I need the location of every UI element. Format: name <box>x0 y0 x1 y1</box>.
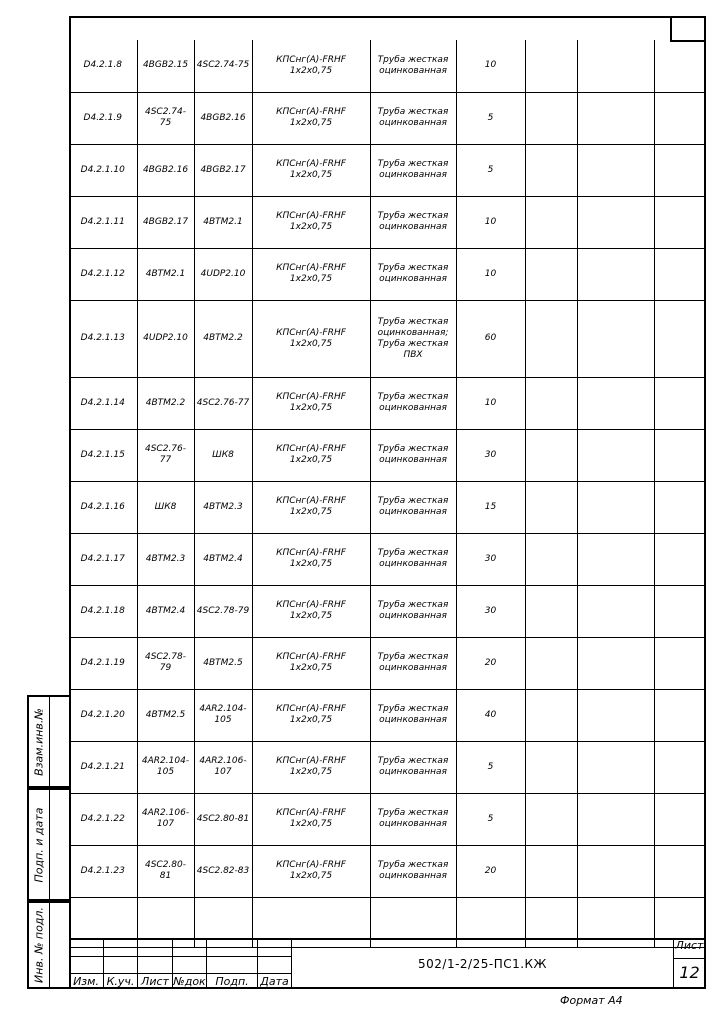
cell-cable: КПСнг(А)-FRHF 1x2x0,75 <box>252 144 370 196</box>
cell-method: Труба жесткая оцинкованная <box>370 689 456 741</box>
cell-to: 4BGB2.17 <box>194 144 252 196</box>
cell-method: Труба жесткая оцинкованная <box>370 40 456 92</box>
cell-from: ШК8 <box>137 481 194 533</box>
table-row <box>69 377 706 429</box>
cell-id: D4.2.1.8 <box>69 40 137 92</box>
cell-empty <box>654 845 706 897</box>
cell-method: Труба жесткая оцинкованная <box>370 533 456 585</box>
table-row <box>69 793 706 845</box>
cell-from: 4AR2.106-107 <box>137 793 194 845</box>
cell-method: Труба жесткая оцинкованная <box>370 741 456 793</box>
cell-empty <box>525 429 577 481</box>
cell-length: 60 <box>456 300 525 377</box>
cell-empty <box>525 585 577 637</box>
cell-id: D4.2.1.11 <box>69 196 137 248</box>
cell-from: 4BTM2.4 <box>137 585 194 637</box>
cell-empty <box>525 793 577 845</box>
cell-id: D4.2.1.14 <box>69 377 137 429</box>
cell-id: D4.2.1.21 <box>69 741 137 793</box>
cell-method: Труба жесткая оцинкованная <box>370 429 456 481</box>
cable-journal-table <box>69 40 706 948</box>
cell-empty <box>525 144 577 196</box>
cell-empty <box>525 845 577 897</box>
cell-to: 4SC2.76-77 <box>194 377 252 429</box>
cell-cable: КПСнг(А)-FRHF 1x2x0,75 <box>252 92 370 144</box>
cell-empty <box>654 689 706 741</box>
cell-length: 30 <box>456 585 525 637</box>
cell-empty <box>525 377 577 429</box>
cell-from: 4BGB2.16 <box>137 144 194 196</box>
cell-empty <box>577 845 654 897</box>
side-label-sign-date: Подп. и дата <box>32 807 46 882</box>
cell-length: 20 <box>456 845 525 897</box>
cell-from: 4BGB2.17 <box>137 196 194 248</box>
cell-method: Труба жесткая оцинкованная <box>370 196 456 248</box>
cell-id: D4.2.1.16 <box>69 481 137 533</box>
cell-from: 4SC2.78-79 <box>137 637 194 689</box>
cell-empty <box>654 585 706 637</box>
cell-cable: КПСнг(А)-FRHF 1x2x0,75 <box>252 248 370 300</box>
stamp-header-kuch: К.уч. <box>106 975 135 988</box>
cell-empty <box>577 248 654 300</box>
table-row <box>69 533 706 585</box>
cell-empty <box>577 300 654 377</box>
table-row <box>69 637 706 689</box>
stamp-header-list: Лист <box>141 975 169 988</box>
sheet-number: 12 <box>679 963 700 982</box>
cell-cable: КПСнг(А)-FRHF 1x2x0,75 <box>252 429 370 481</box>
cell-to: 4AR2.106-107 <box>194 741 252 793</box>
document-code: 502/1-2/25-ПС1.КЖ <box>418 956 547 971</box>
corner-box <box>670 16 706 42</box>
cell-to: 4BGB2.16 <box>194 92 252 144</box>
cell-empty <box>654 637 706 689</box>
cell-length: 5 <box>456 793 525 845</box>
cell-from: 4AR2.104-105 <box>137 741 194 793</box>
cell-length: 15 <box>456 481 525 533</box>
cell-empty <box>577 741 654 793</box>
cell-cable: КПСнг(А)-FRHF 1x2x0,75 <box>252 196 370 248</box>
cell-id: D4.2.1.20 <box>69 689 137 741</box>
cell-empty <box>577 637 654 689</box>
cell-length: 20 <box>456 637 525 689</box>
cell-length: 10 <box>456 196 525 248</box>
cell-id: D4.2.1.19 <box>69 637 137 689</box>
cell-to: 4SC2.78-79 <box>194 585 252 637</box>
cell-cable: КПСнг(А)-FRHF 1x2x0,75 <box>252 637 370 689</box>
table-row <box>69 300 706 377</box>
stamp-header-data: Дата <box>260 975 289 988</box>
cell-cable: КПСнг(А)-FRHF 1x2x0,75 <box>252 377 370 429</box>
cell-id: D4.2.1.23 <box>69 845 137 897</box>
cell-empty <box>525 637 577 689</box>
cell-cable: КПСнг(А)-FRHF 1x2x0,75 <box>252 585 370 637</box>
cell-to: 4BTM2.5 <box>194 637 252 689</box>
cell-empty <box>654 300 706 377</box>
cell-empty <box>654 377 706 429</box>
side-field-replace <box>27 695 69 788</box>
cell-id: D4.2.1.9 <box>69 92 137 144</box>
cell-id: D4.2.1.13 <box>69 300 137 377</box>
cell-to: 4AR2.104-105 <box>194 689 252 741</box>
cell-method: Труба жесткая оцинкованная <box>370 248 456 300</box>
cell-method: Труба жесткая оцинкованная <box>370 793 456 845</box>
cell-empty <box>654 40 706 92</box>
cell-id: D4.2.1.15 <box>69 429 137 481</box>
cell-empty <box>577 92 654 144</box>
cell-to: 4UDP2.10 <box>194 248 252 300</box>
cell-cable: КПСнг(А)-FRHF 1x2x0,75 <box>252 300 370 377</box>
stamp-header-izm: Изм. <box>73 975 99 988</box>
cell-length: 10 <box>456 248 525 300</box>
cell-from: 4BTM2.5 <box>137 689 194 741</box>
cell-from: 4BTM2.2 <box>137 377 194 429</box>
cell-empty <box>577 481 654 533</box>
side-label-inv-orig: Инв. № подл. <box>32 907 46 983</box>
cell-empty <box>525 481 577 533</box>
cell-to: 4BTM2.3 <box>194 481 252 533</box>
cell-empty <box>654 793 706 845</box>
cell-from: 4BGB2.15 <box>137 40 194 92</box>
cell-empty <box>654 741 706 793</box>
cell-empty <box>577 689 654 741</box>
cell-length: 40 <box>456 689 525 741</box>
table-row <box>69 144 706 196</box>
cell-from: 4SC2.80-81 <box>137 845 194 897</box>
cell-to: 4SC2.80-81 <box>194 793 252 845</box>
cell-id: D4.2.1.18 <box>69 585 137 637</box>
cell-length: 5 <box>456 92 525 144</box>
title-block <box>69 938 706 989</box>
cell-empty <box>654 92 706 144</box>
cell-length: 30 <box>456 429 525 481</box>
cell-method: Труба жесткая оцинкованная <box>370 481 456 533</box>
side-field-sign-date <box>27 788 69 901</box>
cell-empty <box>525 300 577 377</box>
stamp-header-podp: Подп. <box>215 975 249 988</box>
table-row <box>69 481 706 533</box>
cell-to: 4BTM2.1 <box>194 196 252 248</box>
cell-empty <box>525 92 577 144</box>
cell-method: Труба жесткая оцинкованная <box>370 845 456 897</box>
cell-from: 4SC2.74-75 <box>137 92 194 144</box>
cell-method: Труба жесткая оцинкованная <box>370 144 456 196</box>
cell-empty <box>654 248 706 300</box>
cell-to: 4SC2.74-75 <box>194 40 252 92</box>
cell-empty <box>654 144 706 196</box>
cell-length: 10 <box>456 40 525 92</box>
cell-empty <box>525 248 577 300</box>
cell-method: Труба жесткая оцинкованная; Труба жесткая ПВХ <box>370 300 456 377</box>
cell-cable: КПСнг(А)-FRHF 1x2x0,75 <box>252 40 370 92</box>
table-row <box>69 585 706 637</box>
cell-empty <box>577 196 654 248</box>
cell-empty <box>654 196 706 248</box>
cell-method: Труба жесткая оцинкованная <box>370 637 456 689</box>
table-row <box>69 741 706 793</box>
cell-empty <box>525 741 577 793</box>
table-row <box>69 92 706 144</box>
cell-from: 4SC2.76-77 <box>137 429 194 481</box>
cell-cable: КПСнг(А)-FRHF 1x2x0,75 <box>252 845 370 897</box>
cell-to: 4BTM2.4 <box>194 533 252 585</box>
table-row <box>69 248 706 300</box>
cell-cable: КПСнг(А)-FRHF 1x2x0,75 <box>252 741 370 793</box>
cell-cable: КПСнг(А)-FRHF 1x2x0,75 <box>252 533 370 585</box>
cell-empty <box>525 689 577 741</box>
cell-empty <box>654 429 706 481</box>
cell-empty <box>577 429 654 481</box>
cell-cable: КПСнг(А)-FRHF 1x2x0,75 <box>252 793 370 845</box>
sheet-label: Лист <box>675 939 704 952</box>
cell-empty <box>577 533 654 585</box>
cell-empty <box>577 40 654 92</box>
cell-empty <box>577 144 654 196</box>
cell-id: D4.2.1.10 <box>69 144 137 196</box>
cell-method: Труба жесткая оцинкованная <box>370 377 456 429</box>
table-row <box>69 845 706 897</box>
cell-from: 4UDP2.10 <box>137 300 194 377</box>
table-row <box>69 40 706 92</box>
cell-to: 4SC2.82-83 <box>194 845 252 897</box>
table-row <box>69 429 706 481</box>
cell-empty <box>525 533 577 585</box>
cell-empty <box>525 196 577 248</box>
stamp-header-ndok: №док <box>173 975 206 988</box>
cell-cable: КПСнг(А)-FRHF 1x2x0,75 <box>252 481 370 533</box>
cell-length: 30 <box>456 533 525 585</box>
cell-empty <box>577 793 654 845</box>
cell-empty <box>654 533 706 585</box>
format-label: Формат А4 <box>560 994 623 1007</box>
cell-method: Труба жесткая оцинкованная <box>370 92 456 144</box>
cell-length: 5 <box>456 144 525 196</box>
cell-id: D4.2.1.22 <box>69 793 137 845</box>
cell-empty <box>577 377 654 429</box>
side-field-inv-orig <box>27 901 69 989</box>
cell-length: 10 <box>456 377 525 429</box>
cell-length: 5 <box>456 741 525 793</box>
cell-to: 4BTM2.2 <box>194 300 252 377</box>
cell-empty <box>577 585 654 637</box>
side-label-replace: Взам.инв.№ <box>32 707 46 776</box>
cell-empty <box>525 40 577 92</box>
cell-to: ШК8 <box>194 429 252 481</box>
cell-method: Труба жесткая оцинкованная <box>370 585 456 637</box>
table-row <box>69 689 706 741</box>
cell-from: 4BTM2.3 <box>137 533 194 585</box>
cell-id: D4.2.1.17 <box>69 533 137 585</box>
table-row <box>69 196 706 248</box>
cell-cable: КПСнг(А)-FRHF 1x2x0,75 <box>252 689 370 741</box>
cell-empty <box>654 481 706 533</box>
cell-id: D4.2.1.12 <box>69 248 137 300</box>
cell-from: 4BTM2.1 <box>137 248 194 300</box>
